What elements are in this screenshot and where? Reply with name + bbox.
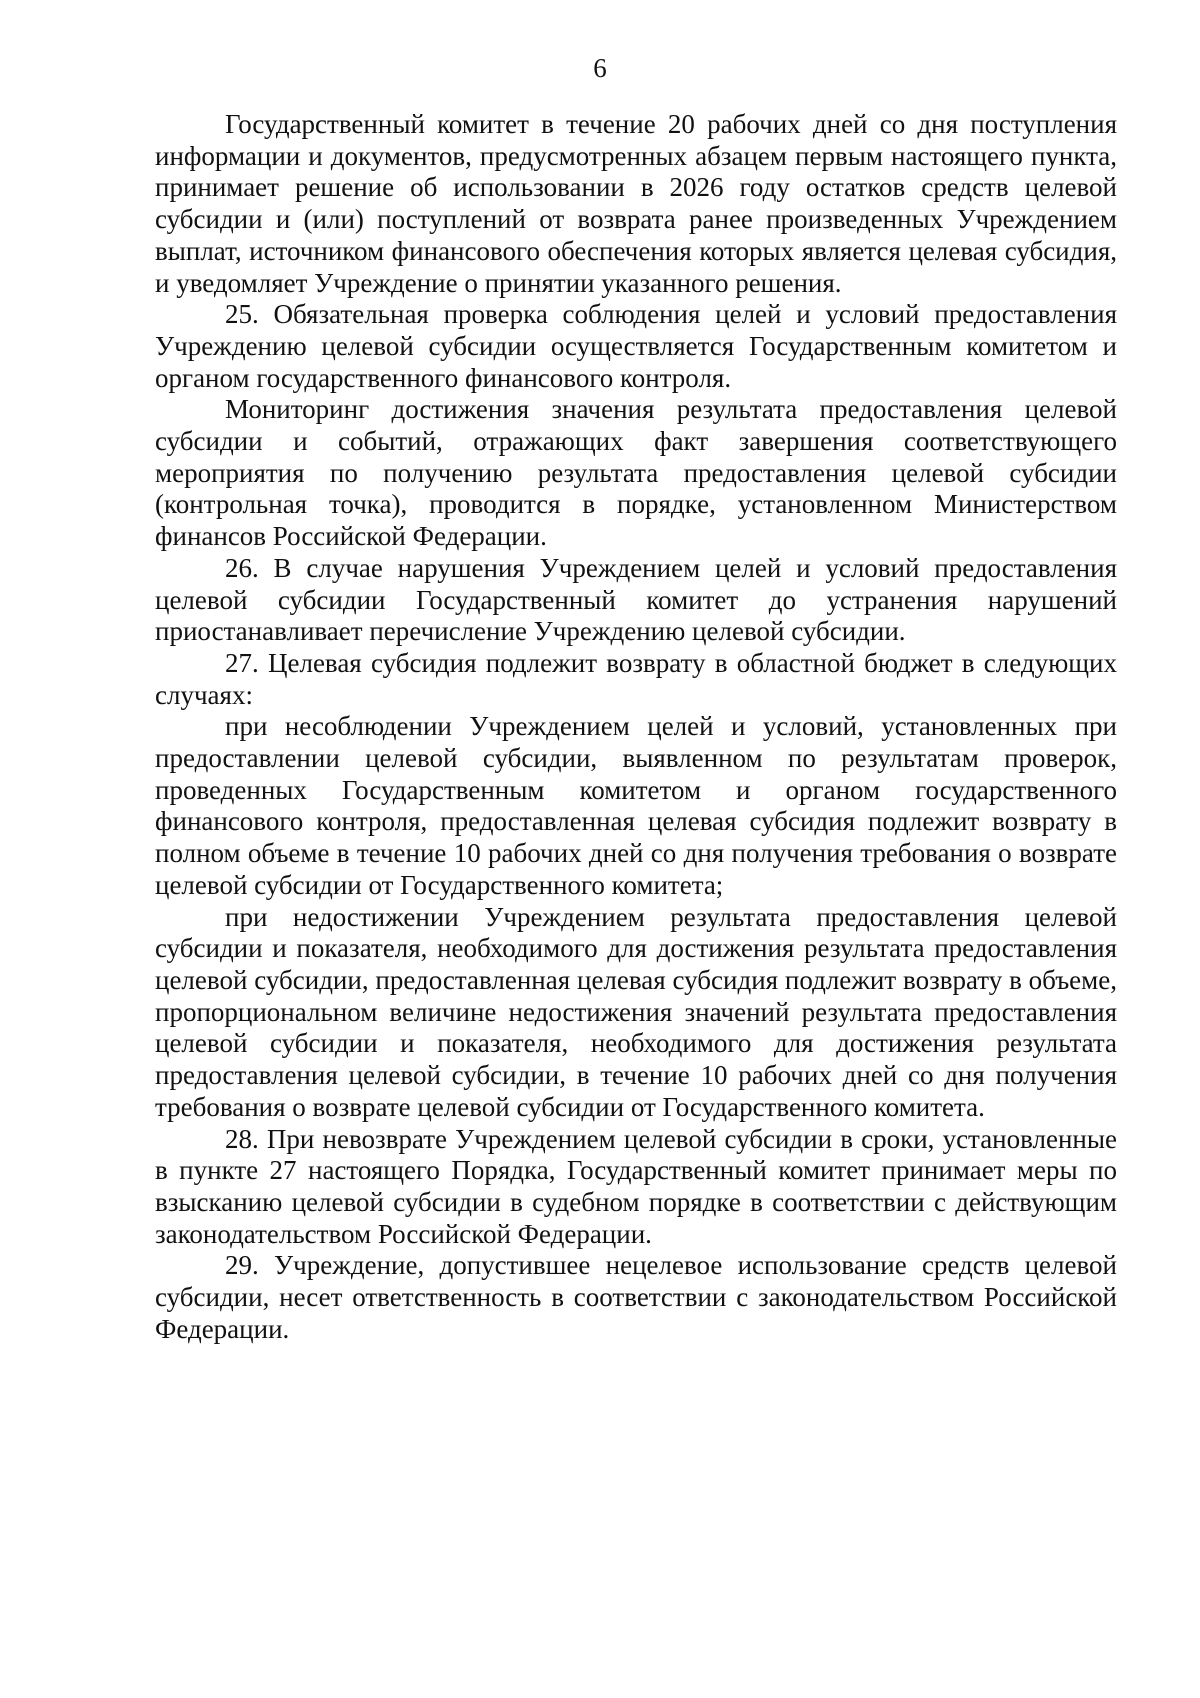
paragraph-decision-remaining-funds: Государственный комитет в течение 20 рабочих дней со дня поступления информации и документов, предусмотренных абзацем первым настоящего пункта, принимает решение об использовании в 2026 году остатков средств целевой субсидии и (или) поступлений от возврата ранее произведенных Учреждением выплат, источником финансового обеспечения которых является целевая субсидия, и уведомляет Учреждение о принятии указанного решения. [155,109,1117,298]
paragraph-refund-noncompliance: при несоблюдении Учреждением целей и условий, установленных при предоставлении целевой субсидии, выявленном по результатам проверок, проведенных Государственным комитетом и органом государственного финансового контроля, предоставленная целевая субсидия подлежит возврату в полном объеме в течение 10 рабочих дней со дня получения требования о возврате целевой субсидии от Государственного комитета; [155,711,1117,900]
paragraph-25-inspection: 25. Обязательная проверка соблюдения целей и условий предоставления Учреждению целевой субсидии осуществляется Государственным комитетом и органом государственного финансового контроля. [155,299,1117,393]
paragraph-28-recovery: 28. При невозврате Учреждением целевой субсидии в сроки, установленные в пункте 27 настоящего Порядка, Государственный комитет принимает меры по взысканию целевой субсидии в судебном порядке в соответствии с действующим законодательством Российской Федерации. [155,1123,1117,1249]
paragraph-26-violation: 26. В случае нарушения Учреждением целей и условий предоставления целевой субсидии Государственный комитет до устранения нарушений приостанавливает перечисление Учреждению целевой субсидии. [155,552,1117,647]
page-number: 6 [593,53,607,83]
document-body [155,109,1117,1345]
paragraph-27-refund-cases: 27. Целевая субсидия подлежит возврату в областной бюджет в следующих случаях: [155,647,1117,710]
paragraph-refund-nonachievement: при недостижении Учреждением результата предоставления целевой субсидии и показателя, необходимого для достижения результата предоставления целевой субсидии, предоставленная целевая субсидия подлежит возврату в объеме, пропорциональном величине недостижения значений результата предоставления целевой субсидии и показателя, необходимого для достижения результата предоставления целевой субсидии, в течение 10 рабочих дней со дня получения требования о возврате целевой субсидии от Государственного комитета. [155,901,1117,1122]
paragraph-monitoring: Мониторинг достижения значения результата предоставления целевой субсидии и событий, отражающих факт завершения соответствующего мероприятия по получению результата предоставления целевой субсидии (контрольная точка), проводится в порядке, установленном Министерством финансов Российской Федерации. [155,394,1117,552]
paragraph-29-responsibility: 29. Учреждение, допустившее нецелевое использование средств целевой субсидии, несет ответственность в соответствии с законодательством Российской Федерации. [155,1250,1117,1344]
